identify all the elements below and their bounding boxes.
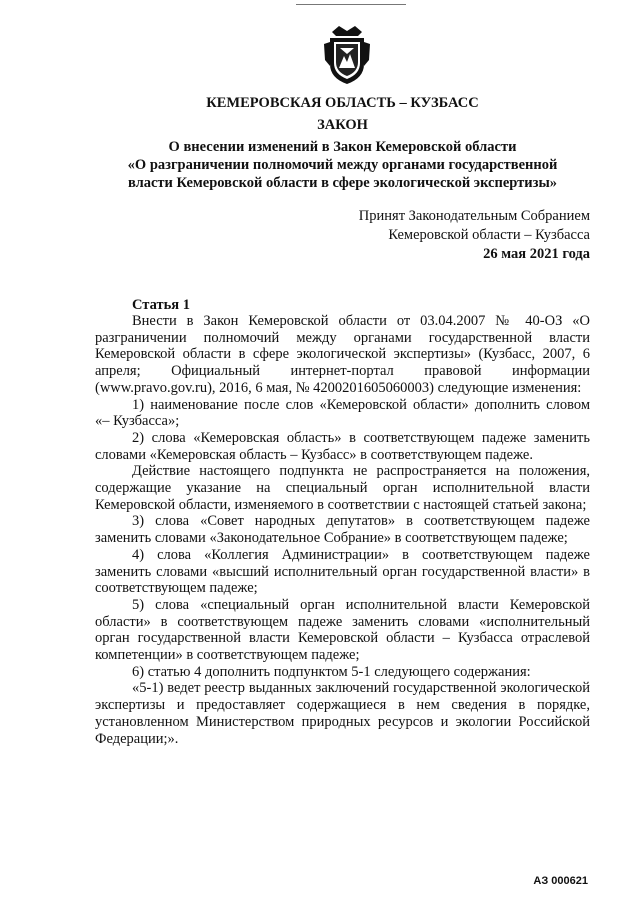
law-title [95,138,590,192]
law-title-line: О внесении изменений в Закон Кемеровской области [168,139,517,155]
paragraph: Внести в Закон Кемеровской области от 03.04.2007 № 40-ОЗ «О разграничении полномочий между органами государственной власти Кемеровской области в сфере экологической экспертизы» (Кузбасс, 2007, 6 апреля; Официальный интернет-портал правовой информации (www.pravo.gov.ru), 2016, 6 мая, № 4200201605060003) следующие изменения: [95,313,590,396]
article-body [95,313,590,747]
law-title-line: власти Кемеровской области в сфере экологической экспертизы» [127,175,558,191]
adoption-block [359,207,590,264]
top-rule [296,4,406,5]
adoption-line: Принят Законодательным Собранием [358,208,590,224]
adoption-line: Кемеровской области – Кузбасса [388,227,590,243]
paragraph: «5-1) ведет реестр выданных заключений государственной экологической экспертизы и предоставляет содержащиеся в нем сведения в порядке, установленном Министерством природных ресурсов и экологии Российской Федерации;». [95,680,590,747]
paragraph: 2) слова «Кемеровская область» в соответствующем падеже заменить словами «Кемеровская область – Кузбасс» в соответствующем падеже. [95,429,590,463]
region-heading: КЕМЕРОВСКАЯ ОБЛАСТЬ – КУЗБАСС [206,95,479,111]
paragraph: 5) слова «специальный орган исполнительной власти Кемеровской области» в соответствующем падеже заменить словами «исполнительный орган государственной власти Кемеровской области – Кузбасса отраслевой компетенции» в соответствующем падеже; [95,596,590,664]
paragraph: 3) слова «Совет народных депутатов» в соответствующем падеже заменить словами «Законодательное Собрание» в соответствующем падеже; [95,513,590,547]
kemerovo-coat-of-arms-icon [322,24,372,86]
paragraph: Действие настоящего подпункта не распространяется на положения, содержащие указание на специальный орган исполнительной власти Кемеровской области, изменяемого в соответствии с настоящей статьей закона; [95,463,590,513]
adoption-date: 26 мая 2021 года [483,246,590,262]
document-type: ЗАКОН [317,117,368,133]
article-heading: Статья 1 [132,297,190,313]
paragraph: 1) наименование после слов «Кемеровской области» дополнить словом «– Кузбасса»; [95,396,590,430]
paragraph: 6) статью 4 дополнить подпунктом 5-1 следующего содержания: [132,663,531,680]
serial-number: АЗ 000621 [533,875,588,887]
paragraph: 4) слова «Коллегия Администрации» в соответствующем падеже заменить словами «высший исполнительный орган государственной власти» в соответствующем падеже; [95,546,590,597]
law-title-line: «О разграничении полномочий между органами государственной [127,157,558,173]
